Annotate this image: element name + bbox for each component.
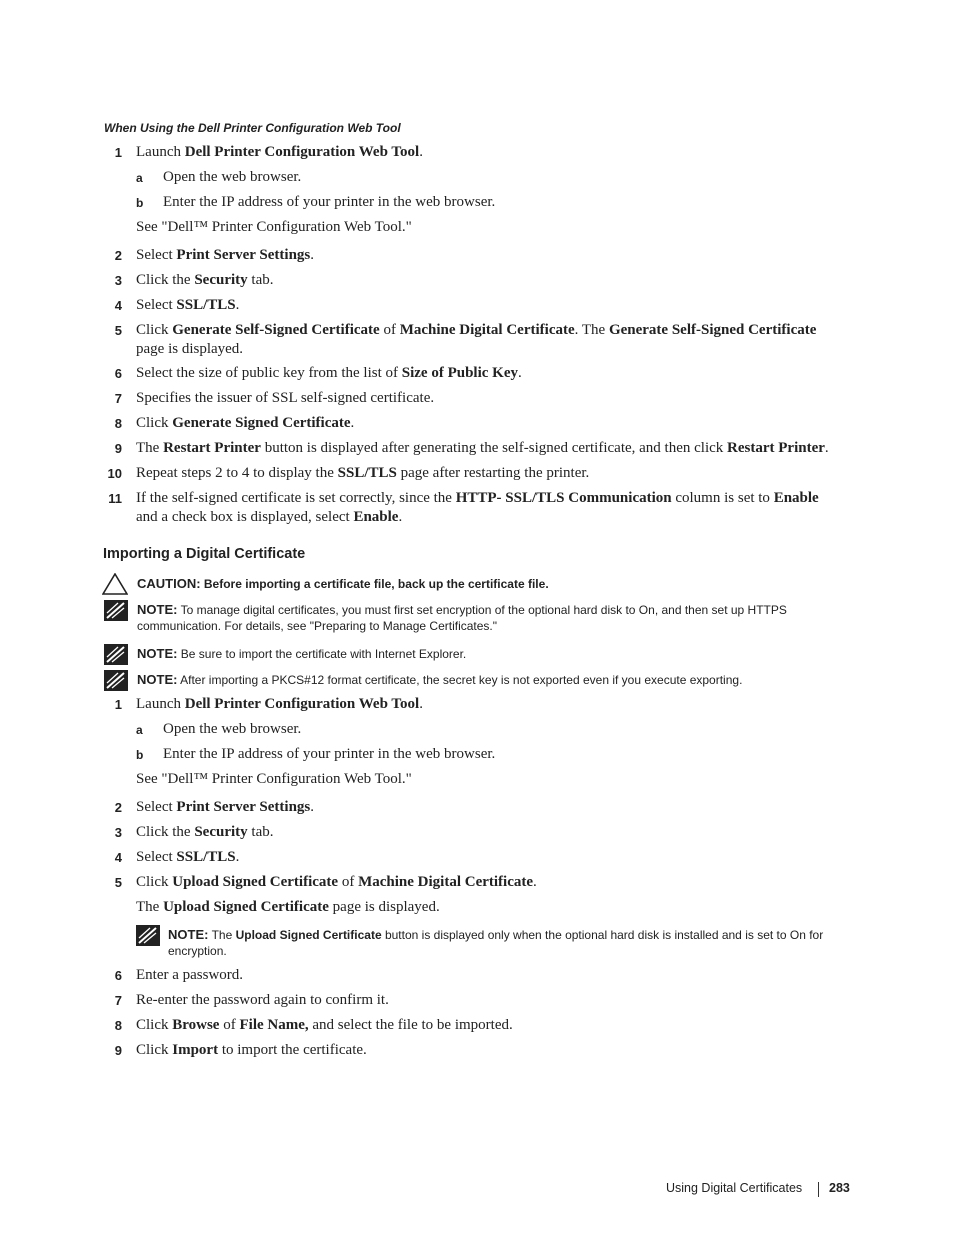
- substep-text: Enter the IP address of your printer in the web browser.: [163, 746, 496, 762]
- step-number: 4: [114, 298, 122, 313]
- step-number: 1: [114, 145, 122, 160]
- step-text: Repeat steps 2 to 4 to display the SSL/TLS page after restarting the printer.: [136, 465, 590, 481]
- note-text: NOTE: After importing a PKCS#12 format certificate, the secret key is not exported even if you execute exporting.: [137, 672, 743, 687]
- page-number: 283: [829, 1181, 850, 1195]
- step-text: Click Import to import the certificate.: [136, 1042, 367, 1058]
- step-text: Click Generate Signed Certificate.: [136, 415, 355, 431]
- note-text: NOTE: To manage digital certificates, you must first set encryption of the optional hard disk to On, and then set up HTTPS: [137, 602, 787, 617]
- step-number: 7: [114, 391, 122, 406]
- see-reference: See "Dell™ Printer Configuration Web Tool.": [136, 771, 412, 787]
- step-text: Click the Security tab.: [136, 272, 274, 288]
- section-title: Importing a Digital Certificate: [103, 546, 306, 562]
- step-text: Click Generate Self-Signed Certificate of Machine Digital Certificate. The Generate Self-Signed Certificate: [136, 322, 817, 338]
- caution-icon: [102, 573, 128, 595]
- step-number: 2: [114, 248, 122, 263]
- substep-text: Enter the IP address of your printer in the web browser.: [163, 194, 496, 210]
- note-text: NOTE: The Upload Signed Certificate button is displayed only when the optional hard disk is installed and is set to On for: [168, 927, 824, 942]
- step-number: 9: [114, 441, 122, 456]
- step-number: 6: [114, 968, 122, 983]
- footer-divider: [818, 1182, 819, 1197]
- step-text: If the self-signed certificate is set correctly, since the HTTP- SSL/TLS Communication column is set to Enable: [136, 490, 819, 506]
- note-text-continued: communication. For details, see "Preparing to Manage Certificates.": [137, 619, 498, 633]
- note-text-continued: encryption.: [168, 944, 227, 958]
- step-number: 3: [114, 825, 122, 840]
- substep-letter: a: [136, 171, 143, 185]
- step-number: 8: [114, 1018, 122, 1033]
- substep-letter: a: [136, 723, 143, 737]
- step-text: The Restart Printer button is displayed after generating the self-signed certificate, and then click Restart Printer.: [136, 440, 829, 456]
- note-text: NOTE: Be sure to import the certificate with Internet Explorer.: [137, 646, 467, 661]
- note-pencil-icon: [104, 600, 128, 621]
- step-text: Select the size of public key from the list of Size of Public Key.: [136, 365, 522, 381]
- step-number: 8: [114, 416, 122, 431]
- substep-text: Open the web browser.: [163, 721, 302, 737]
- caution-text: CAUTION: Before importing a certificate file, back up the certificate file.: [137, 576, 549, 591]
- note-pencil-icon: [104, 644, 128, 665]
- step-number: 9: [114, 1043, 122, 1058]
- see-reference: See "Dell™ Printer Configuration Web Tool.": [136, 219, 412, 235]
- substep-letter: b: [136, 196, 144, 210]
- step-text: Enter a password.: [136, 967, 244, 983]
- note-pencil-icon: [136, 925, 160, 946]
- step-number: 4: [114, 850, 122, 865]
- step-number: 5: [114, 875, 122, 890]
- step-text: Click Browse of File Name, and select the file to be imported.: [136, 1017, 513, 1033]
- step-text: Re-enter the password again to confirm it.: [136, 992, 389, 1008]
- step-detail: The Upload Signed Certificate page is displayed.: [136, 899, 440, 915]
- step-number: 6: [114, 366, 122, 381]
- step-text: Launch Dell Printer Configuration Web Tool.: [136, 696, 423, 712]
- step-text: Select Print Server Settings.: [136, 247, 315, 263]
- step-number: 2: [114, 800, 122, 815]
- step-text-continued: and a check box is displayed, select Enable.: [136, 509, 403, 525]
- subsection-title: When Using the Dell Printer Configuration Web Tool: [104, 121, 401, 135]
- step-text: Specifies the issuer of SSL self-signed certificate.: [136, 390, 435, 406]
- step-number: 5: [114, 323, 122, 338]
- substep-text: Open the web browser.: [163, 169, 302, 185]
- step-number: 3: [114, 273, 122, 288]
- step-text: Launch Dell Printer Configuration Web Tool.: [136, 144, 423, 160]
- footer-section-name: Using Digital Certificates: [666, 1181, 803, 1195]
- substep-letter: b: [136, 748, 144, 762]
- step-number: 10: [107, 466, 122, 481]
- step-text: Select Print Server Settings.: [136, 799, 315, 815]
- step-number: 1: [114, 697, 122, 712]
- step-text: Select SSL/TLS.: [136, 297, 240, 313]
- note-pencil-icon: [104, 670, 128, 691]
- step-text: Click Upload Signed Certificate of Machine Digital Certificate.: [136, 874, 537, 890]
- step-text: Click the Security tab.: [136, 824, 274, 840]
- step-text: Select SSL/TLS.: [136, 849, 240, 865]
- step-number: 11: [108, 491, 122, 506]
- step-number: 7: [114, 993, 122, 1008]
- step-text-continued: page is displayed.: [136, 341, 244, 357]
